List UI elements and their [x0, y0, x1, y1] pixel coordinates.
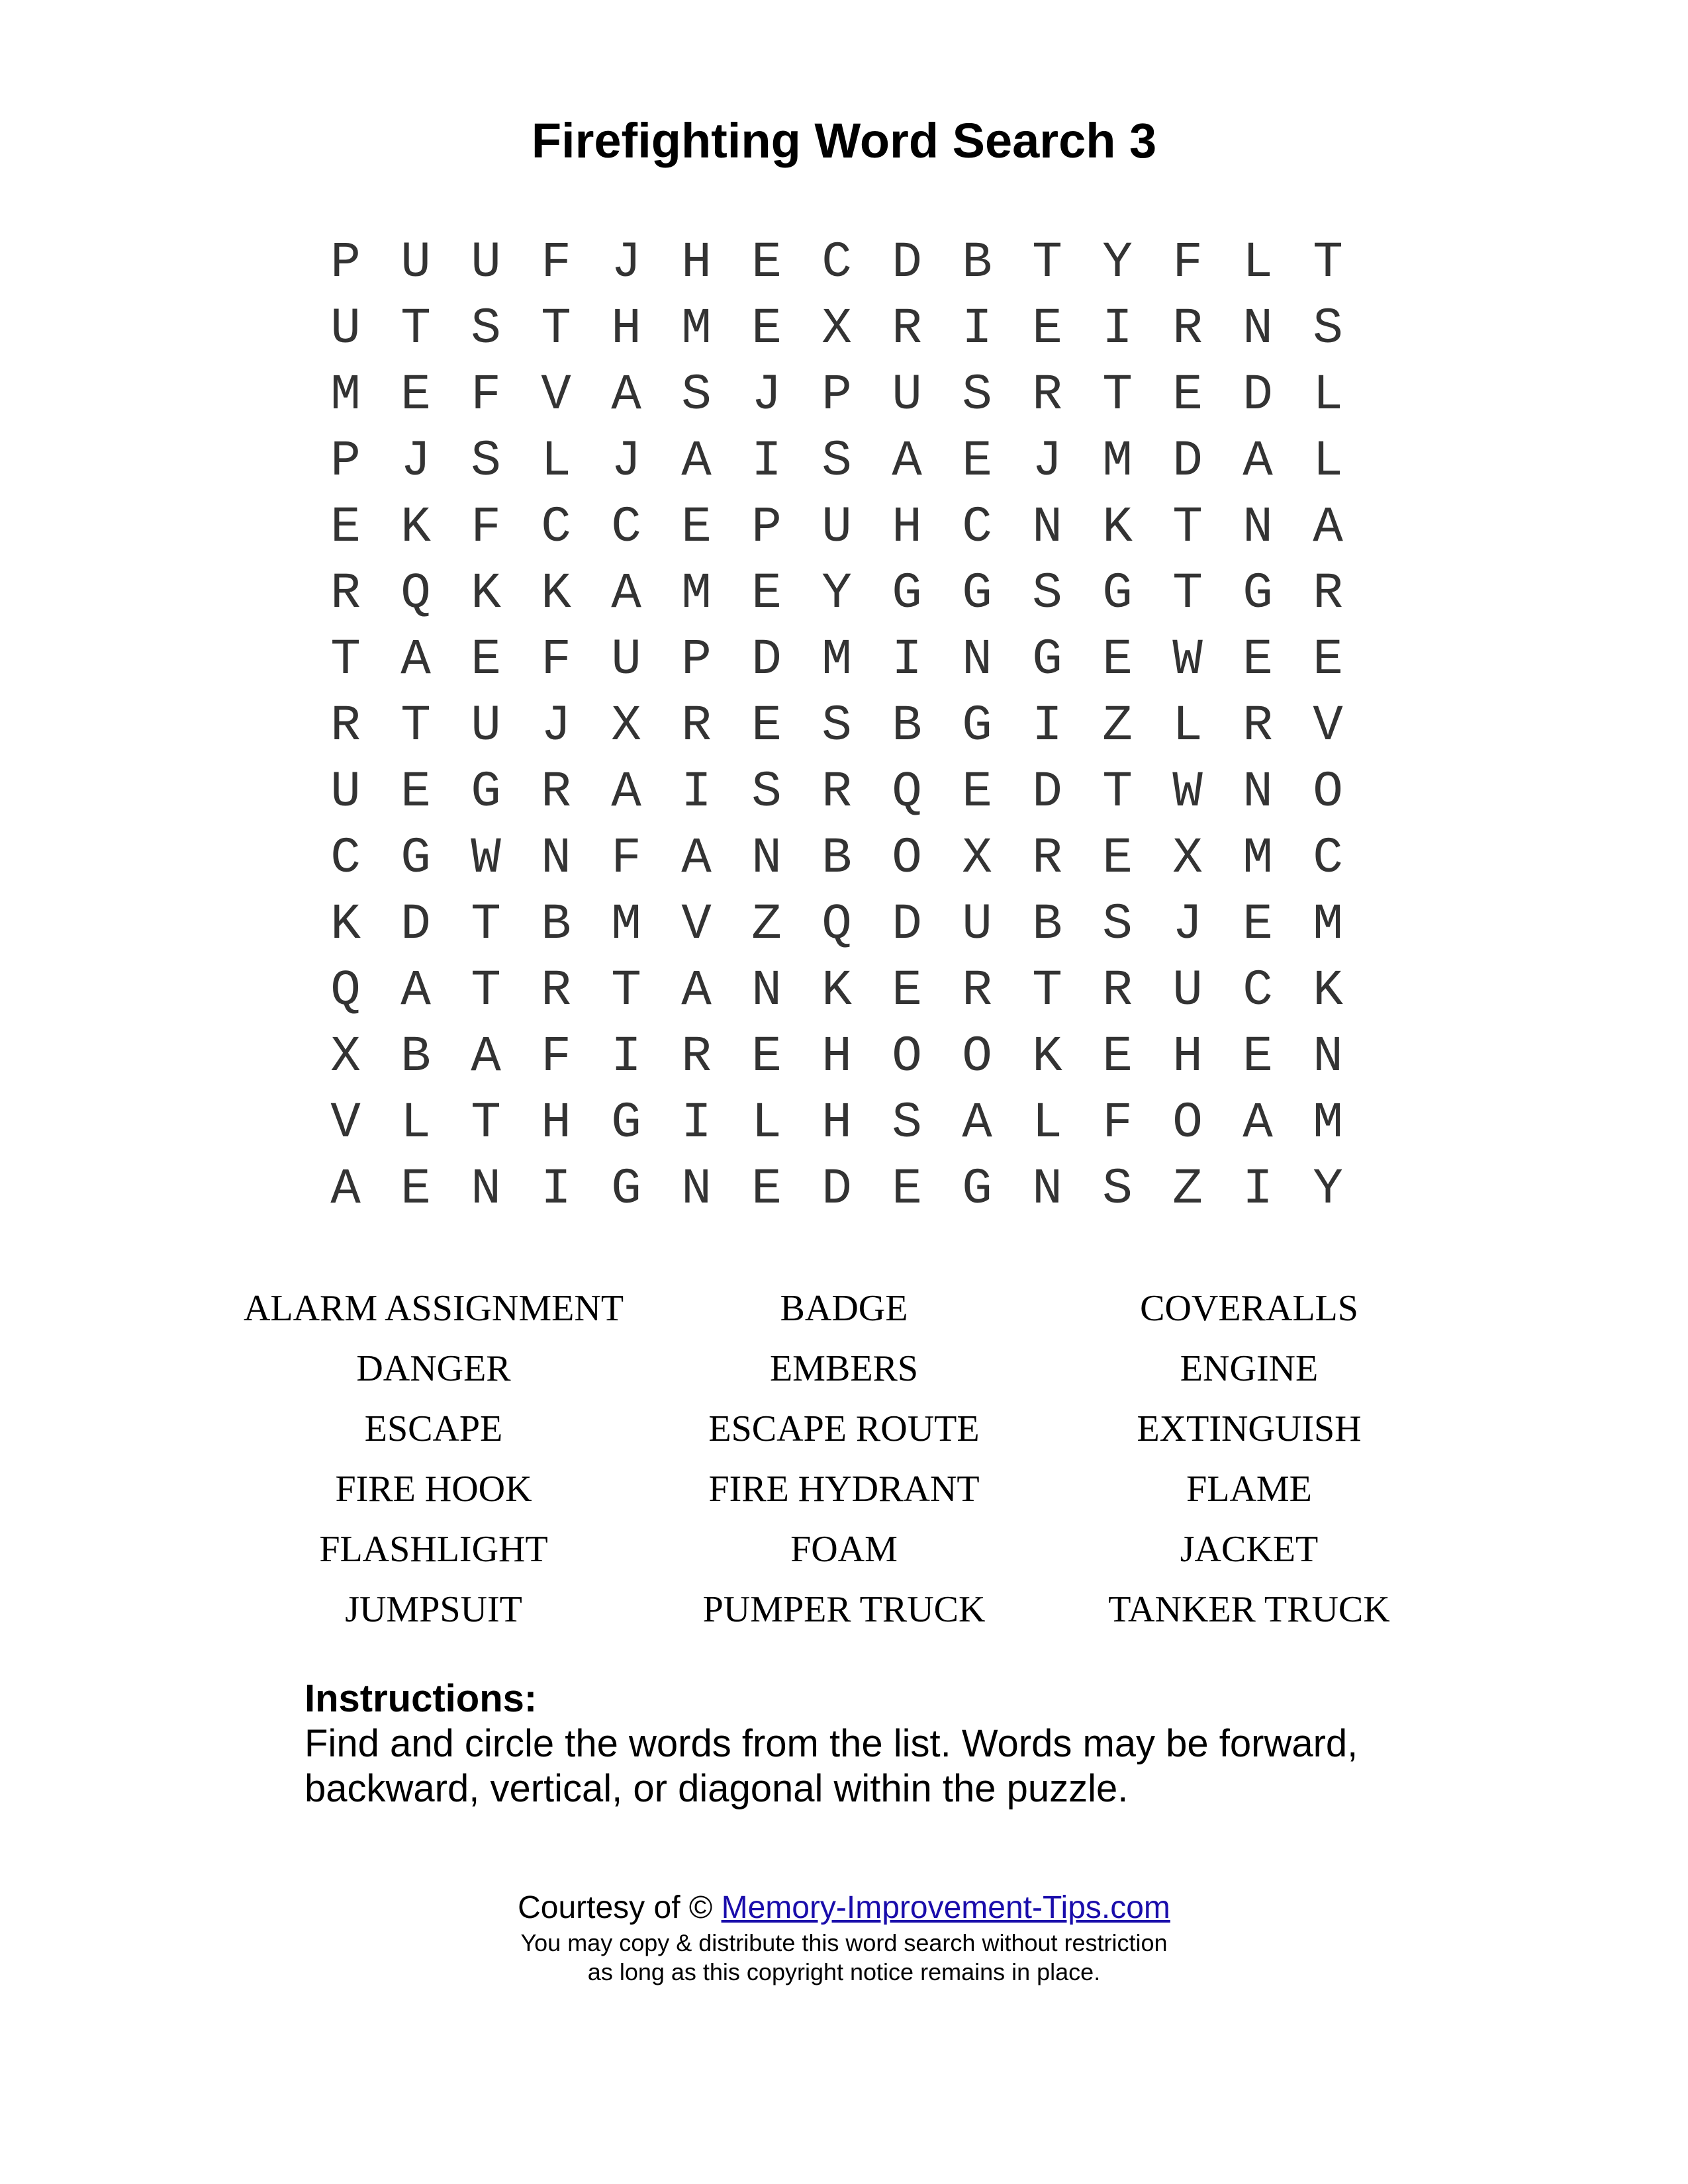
grid-letter[interactable]: J — [1172, 896, 1203, 953]
grid-letter[interactable]: X — [330, 1028, 361, 1085]
grid-letter[interactable]: T — [471, 962, 501, 1019]
grid-letter[interactable]: N — [1313, 1028, 1343, 1085]
grid-letter[interactable]: Q — [892, 764, 922, 821]
grid-letter[interactable]: F — [471, 367, 501, 424]
grid-letter[interactable]: U — [400, 234, 431, 291]
grid-letter[interactable]: X — [1172, 830, 1203, 887]
grid-letter[interactable]: A — [330, 1161, 361, 1218]
grid-letter[interactable]: E — [751, 300, 782, 357]
grid-letter[interactable]: E — [681, 499, 712, 556]
word-list-item: DANGER — [356, 1348, 511, 1389]
grid-letter[interactable]: Z — [1102, 698, 1133, 754]
grid-letter[interactable]: C — [962, 499, 992, 556]
instructions-line-1: Find and circle the words from the list. Words may be forward, — [305, 1722, 1358, 1765]
grid-letter[interactable]: K — [1032, 1028, 1062, 1085]
grid-letter[interactable]: A — [681, 830, 712, 887]
grid-letter[interactable]: M — [1313, 896, 1343, 953]
grid-letter[interactable]: T — [541, 300, 571, 357]
grid-letter[interactable]: S — [1313, 300, 1343, 357]
grid-letter[interactable]: L — [1243, 234, 1273, 291]
grid-letter[interactable]: N — [681, 1161, 712, 1218]
grid-letter[interactable]: L — [541, 433, 571, 490]
copyright-notice-line-1: You may copy & distribute this word search without restriction — [520, 1929, 1168, 1956]
grid-letter[interactable]: J — [611, 234, 641, 291]
grid-letter[interactable]: O — [1172, 1095, 1203, 1152]
grid-letter[interactable]: V — [541, 367, 571, 424]
grid-letter[interactable]: T — [1313, 234, 1343, 291]
word-list-item: COVERALLS — [1140, 1288, 1358, 1329]
grid-letter[interactable]: K — [1102, 499, 1133, 556]
grid-letter[interactable]: E — [1243, 896, 1273, 953]
grid-letter[interactable]: T — [330, 631, 361, 688]
grid-letter[interactable]: G — [611, 1095, 641, 1152]
grid-letter[interactable]: H — [821, 1095, 852, 1152]
grid-letter[interactable]: G — [1102, 565, 1133, 622]
grid-letter[interactable]: T — [471, 1095, 501, 1152]
grid-letter[interactable]: O — [1313, 764, 1343, 821]
grid-letter[interactable]: I — [751, 433, 782, 490]
grid-letter[interactable]: A — [611, 367, 641, 424]
grid-letter[interactable]: E — [400, 764, 431, 821]
word-list-item: JUMPSUIT — [345, 1589, 522, 1630]
grid-letter[interactable]: R — [1243, 698, 1273, 754]
grid-letter[interactable]: R — [330, 565, 361, 622]
grid-letter[interactable]: E — [1032, 300, 1062, 357]
grid-letter[interactable]: B — [400, 1028, 431, 1085]
grid-letter[interactable]: W — [1172, 764, 1203, 821]
grid-letter[interactable]: I — [1243, 1161, 1273, 1218]
grid-letter[interactable]: I — [1032, 698, 1062, 754]
grid-letter[interactable]: O — [892, 830, 922, 887]
grid-letter[interactable]: E — [1172, 367, 1203, 424]
grid-letter[interactable]: D — [751, 631, 782, 688]
word-list-item: FLASHLIGHT — [319, 1529, 548, 1570]
grid-letter[interactable]: M — [821, 631, 852, 688]
grid-letter[interactable]: Q — [821, 896, 852, 953]
grid-letter[interactable]: X — [611, 698, 641, 754]
grid-letter[interactable]: E — [751, 1161, 782, 1218]
grid-letter[interactable]: K — [541, 565, 571, 622]
grid-letter[interactable]: R — [681, 698, 712, 754]
word-list — [0, 1279, 1688, 1636]
grid-letter[interactable]: J — [1032, 433, 1062, 490]
grid-letter[interactable]: E — [1243, 1028, 1273, 1085]
grid-letter[interactable]: L — [1313, 367, 1343, 424]
grid-letter[interactable]: E — [1102, 830, 1133, 887]
grid-letter[interactable]: J — [751, 367, 782, 424]
grid-letter[interactable]: H — [1172, 1028, 1203, 1085]
grid-letter[interactable]: D — [1243, 367, 1273, 424]
grid-letter[interactable]: G — [1243, 565, 1273, 622]
grid-letter[interactable]: Q — [330, 962, 361, 1019]
grid-letter[interactable]: F — [541, 234, 571, 291]
website-link[interactable]: Memory-Improvement-Tips.com — [721, 1890, 1170, 1925]
grid-letter[interactable]: N — [751, 962, 782, 1019]
grid-letter[interactable]: A — [1313, 499, 1343, 556]
grid-letter[interactable]: H — [541, 1095, 571, 1152]
grid-letter[interactable]: U — [821, 499, 852, 556]
grid-letter[interactable]: I — [962, 300, 992, 357]
grid-letter[interactable]: N — [1032, 499, 1062, 556]
grid-letter[interactable]: E — [1313, 631, 1343, 688]
grid-letter[interactable]: R — [1032, 367, 1062, 424]
grid-letter[interactable]: C — [330, 830, 361, 887]
grid-letter[interactable]: R — [330, 698, 361, 754]
grid-letter[interactable]: P — [330, 433, 361, 490]
grid-letter[interactable]: E — [892, 962, 922, 1019]
grid-letter[interactable]: A — [400, 631, 431, 688]
grid-letter[interactable]: M — [681, 300, 712, 357]
instructions — [305, 1676, 1430, 1811]
copyright-notice-line-2: as long as this copyright notice remains in place. — [587, 1958, 1101, 1985]
grid-letter[interactable]: F — [471, 499, 501, 556]
word-list-row — [0, 1339, 1688, 1399]
grid-letter[interactable]: R — [1313, 565, 1343, 622]
grid-letter[interactable]: T — [1102, 367, 1133, 424]
grid-letter[interactable]: M — [330, 367, 361, 424]
grid-letter[interactable]: R — [541, 764, 571, 821]
grid-letter[interactable]: U — [471, 234, 501, 291]
grid-letter[interactable]: T — [1032, 234, 1062, 291]
grid-letter[interactable]: E — [962, 764, 992, 821]
grid-letter[interactable]: C — [611, 499, 641, 556]
word-list-item: PUMPER TRUCK — [702, 1589, 986, 1630]
grid-letter[interactable]: R — [541, 962, 571, 1019]
word-list-row — [0, 1399, 1688, 1459]
word-list-item: JACKET — [1180, 1529, 1319, 1570]
grid-letter[interactable]: G — [892, 565, 922, 622]
word-list-row — [0, 1520, 1688, 1580]
word-list-item: ENGINE — [1180, 1348, 1319, 1389]
grid-letter[interactable]: T — [400, 300, 431, 357]
grid-letter[interactable]: X — [821, 300, 852, 357]
word-list-item: TANKER TRUCK — [1108, 1589, 1390, 1630]
grid-letter[interactable]: E — [751, 698, 782, 754]
grid-letter[interactable]: R — [821, 764, 852, 821]
grid-letter[interactable]: E — [400, 1161, 431, 1218]
grid-letter[interactable]: L — [1032, 1095, 1062, 1152]
grid-letter[interactable]: K — [821, 962, 852, 1019]
grid-letter[interactable]: D — [821, 1161, 852, 1218]
word-list-item: BADGE — [780, 1288, 908, 1329]
grid-letter[interactable]: Y — [1102, 234, 1133, 291]
instructions-heading: Instructions: — [305, 1677, 538, 1720]
grid-letter[interactable]: I — [541, 1161, 571, 1218]
grid-letter[interactable]: E — [751, 565, 782, 622]
grid-letter[interactable]: I — [611, 1028, 641, 1085]
grid-letter[interactable]: H — [681, 234, 712, 291]
grid-letter[interactable]: C — [1313, 830, 1343, 887]
grid-letter[interactable]: B — [962, 234, 992, 291]
grid-letter[interactable]: U — [611, 631, 641, 688]
page-title: Firefighting Word Search 3 — [531, 113, 1157, 168]
grid-letter[interactable]: W — [1172, 631, 1203, 688]
grid-letter[interactable]: D — [1172, 433, 1203, 490]
grid-letter[interactable]: A — [400, 962, 431, 1019]
grid-letter[interactable]: A — [892, 433, 922, 490]
grid-letter[interactable]: A — [962, 1095, 992, 1152]
courtesy-line — [0, 1888, 1688, 1929]
grid-letter[interactable]: T — [471, 896, 501, 953]
grid-letter[interactable]: C — [821, 234, 852, 291]
word-list-item: ALARM ASSIGNMENT — [243, 1288, 624, 1329]
grid-letter[interactable]: G — [1032, 631, 1062, 688]
grid-letter[interactable]: M — [1313, 1095, 1343, 1152]
grid-letter[interactable]: Z — [1172, 1161, 1203, 1218]
word-list-item: FLAME — [1186, 1469, 1312, 1510]
grid-letter[interactable]: K — [471, 565, 501, 622]
grid-letter[interactable]: X — [962, 830, 992, 887]
grid-letter[interactable]: P — [330, 234, 361, 291]
grid-letter[interactable]: R — [1032, 830, 1062, 887]
grid-letter[interactable]: N — [541, 830, 571, 887]
grid-letter[interactable]: J — [541, 698, 571, 754]
grid-letter[interactable]: D — [1032, 764, 1062, 821]
grid-letter[interactable]: F — [1102, 1095, 1133, 1152]
word-list-item: FIRE HOOK — [335, 1469, 532, 1510]
grid-letter[interactable]: M — [611, 896, 641, 953]
grid-letter[interactable]: A — [681, 433, 712, 490]
footer — [0, 1888, 1688, 1987]
grid-letter[interactable]: V — [1313, 698, 1343, 754]
instructions-line-2: backward, vertical, or diagonal within the puzzle. — [305, 1767, 1129, 1810]
grid-letter[interactable]: S — [962, 367, 992, 424]
grid-letter[interactable]: T — [611, 962, 641, 1019]
grid-letter[interactable]: L — [751, 1095, 782, 1152]
grid-letter[interactable]: I — [892, 631, 922, 688]
grid-letter[interactable]: T — [400, 698, 431, 754]
grid-letter[interactable]: U — [330, 300, 361, 357]
grid-letter[interactable]: A — [1243, 433, 1273, 490]
grid-letter[interactable]: U — [892, 367, 922, 424]
grid-letter[interactable]: A — [1243, 1095, 1273, 1152]
grid-letter[interactable]: S — [471, 300, 501, 357]
grid-letter[interactable]: C — [1243, 962, 1273, 1019]
grid-letter[interactable]: P — [681, 631, 712, 688]
grid-letter[interactable]: G — [611, 1161, 641, 1218]
word-list-row — [0, 1580, 1688, 1640]
grid-letter[interactable]: I — [1102, 300, 1133, 357]
grid-letter[interactable]: S — [681, 367, 712, 424]
grid-letter[interactable]: B — [541, 896, 571, 953]
grid-letter[interactable]: T — [1172, 565, 1203, 622]
grid-letter[interactable]: R — [681, 1028, 712, 1085]
grid-letter[interactable]: I — [681, 1095, 712, 1152]
word-list-item: ESCAPE ROUTE — [708, 1408, 980, 1449]
grid-letter[interactable]: G — [962, 565, 992, 622]
grid-letter[interactable]: D — [892, 896, 922, 953]
grid-letter[interactable]: G — [400, 830, 431, 887]
grid-letter[interactable]: D — [400, 896, 431, 953]
grid-letter[interactable]: U — [330, 764, 361, 821]
grid-letter[interactable]: F — [611, 830, 641, 887]
grid-letter[interactable]: Q — [400, 565, 431, 622]
grid-letter[interactable]: B — [892, 698, 922, 754]
grid-letter[interactable]: L — [1172, 698, 1203, 754]
grid-letter[interactable]: A — [611, 764, 641, 821]
grid-letter[interactable]: A — [681, 962, 712, 1019]
grid-letter[interactable]: T — [1102, 764, 1133, 821]
grid-letter[interactable]: M — [1243, 830, 1273, 887]
grid-letter[interactable]: M — [1102, 433, 1133, 490]
grid-letter[interactable]: K — [400, 499, 431, 556]
grid-letter[interactable]: N — [471, 1161, 501, 1218]
grid-letter[interactable]: O — [892, 1028, 922, 1085]
grid-letter[interactable]: H — [611, 300, 641, 357]
grid-letter[interactable]: N — [1032, 1161, 1062, 1218]
grid-letter[interactable]: Y — [821, 565, 852, 622]
grid-letter[interactable]: N — [751, 830, 782, 887]
grid-letter[interactable]: K — [330, 896, 361, 953]
grid-letter[interactable]: A — [611, 565, 641, 622]
grid-letter[interactable]: G — [962, 1161, 992, 1218]
grid-letter[interactable]: S — [1032, 565, 1062, 622]
word-list-row — [0, 1279, 1688, 1339]
grid-letter[interactable]: S — [892, 1095, 922, 1152]
grid-letter[interactable]: V — [681, 896, 712, 953]
grid-letter[interactable]: E — [1243, 631, 1273, 688]
grid-letter[interactable]: B — [1032, 896, 1062, 953]
grid-letter[interactable]: J — [611, 433, 641, 490]
grid-letter[interactable]: S — [1102, 1161, 1133, 1218]
grid-letter[interactable]: D — [892, 234, 922, 291]
grid-letter[interactable]: P — [821, 367, 852, 424]
courtesy-prefix: Courtesy of © — [518, 1890, 713, 1925]
grid-letter[interactable]: S — [471, 433, 501, 490]
word-list-item: ESCAPE — [364, 1408, 503, 1449]
grid-letter[interactable]: M — [681, 565, 712, 622]
grid-letter[interactable]: E — [751, 234, 782, 291]
grid-letter[interactable]: S — [751, 764, 782, 821]
grid-letter[interactable]: S — [821, 433, 852, 490]
grid-letter[interactable]: L — [400, 1095, 431, 1152]
grid-letter[interactable]: G — [471, 764, 501, 821]
grid-letter[interactable]: L — [1313, 433, 1343, 490]
grid-letter[interactable]: Z — [751, 896, 782, 953]
grid-letter[interactable]: E — [471, 631, 501, 688]
grid-letter[interactable]: S — [821, 698, 852, 754]
word-list-item: EXTINGUISH — [1137, 1408, 1362, 1449]
grid-letter[interactable]: N — [1243, 499, 1273, 556]
grid-letter[interactable]: F — [541, 631, 571, 688]
grid-letter[interactable]: E — [751, 1028, 782, 1085]
grid-letter[interactable]: B — [821, 830, 852, 887]
grid-letter[interactable]: A — [471, 1028, 501, 1085]
grid-letter[interactable]: V — [330, 1095, 361, 1152]
word-list-item: FOAM — [790, 1529, 898, 1570]
grid-letter[interactable]: R — [892, 300, 922, 357]
grid-letter[interactable]: C — [541, 499, 571, 556]
grid-letter[interactable]: H — [821, 1028, 852, 1085]
grid-letter[interactable]: R — [1172, 300, 1203, 357]
grid-letter[interactable]: P — [751, 499, 782, 556]
grid-letter[interactable]: U — [471, 698, 501, 754]
grid-letter[interactable]: R — [962, 962, 992, 1019]
grid-letter[interactable]: K — [1313, 962, 1343, 1019]
grid-letter[interactable]: U — [1172, 962, 1203, 1019]
grid-letter[interactable]: G — [962, 698, 992, 754]
word-search-grid — [310, 230, 1363, 1222]
grid-letter[interactable]: E — [962, 433, 992, 490]
grid-letter[interactable]: O — [962, 1028, 992, 1085]
grid-letter[interactable]: I — [681, 764, 712, 821]
grid-letter[interactable]: T — [1032, 962, 1062, 1019]
grid-letter[interactable]: H — [892, 499, 922, 556]
word-list-row — [0, 1459, 1688, 1520]
grid-letter[interactable]: N — [962, 631, 992, 688]
grid-letter[interactable]: E — [1102, 1028, 1133, 1085]
grid-letter[interactable]: R — [1102, 962, 1133, 1019]
grid-letter[interactable]: E — [1102, 631, 1133, 688]
grid-letter[interactable]: N — [1243, 300, 1273, 357]
grid-letter[interactable]: Y — [1313, 1161, 1343, 1218]
grid-letter[interactable]: U — [962, 896, 992, 953]
grid-letter[interactable]: E — [400, 367, 431, 424]
word-list-item: EMBERS — [769, 1348, 919, 1389]
grid-letter[interactable]: W — [471, 830, 501, 887]
word-list-item: FIRE HYDRANT — [708, 1469, 980, 1510]
grid-letter[interactable]: J — [400, 433, 431, 490]
grid-letter[interactable]: T — [1172, 499, 1203, 556]
grid-letter[interactable]: N — [1243, 764, 1273, 821]
grid-letter[interactable]: E — [330, 499, 361, 556]
grid-letter[interactable]: S — [1102, 896, 1133, 953]
grid-letter[interactable]: F — [541, 1028, 571, 1085]
grid-letter[interactable]: F — [1172, 234, 1203, 291]
grid-letter[interactable]: E — [892, 1161, 922, 1218]
